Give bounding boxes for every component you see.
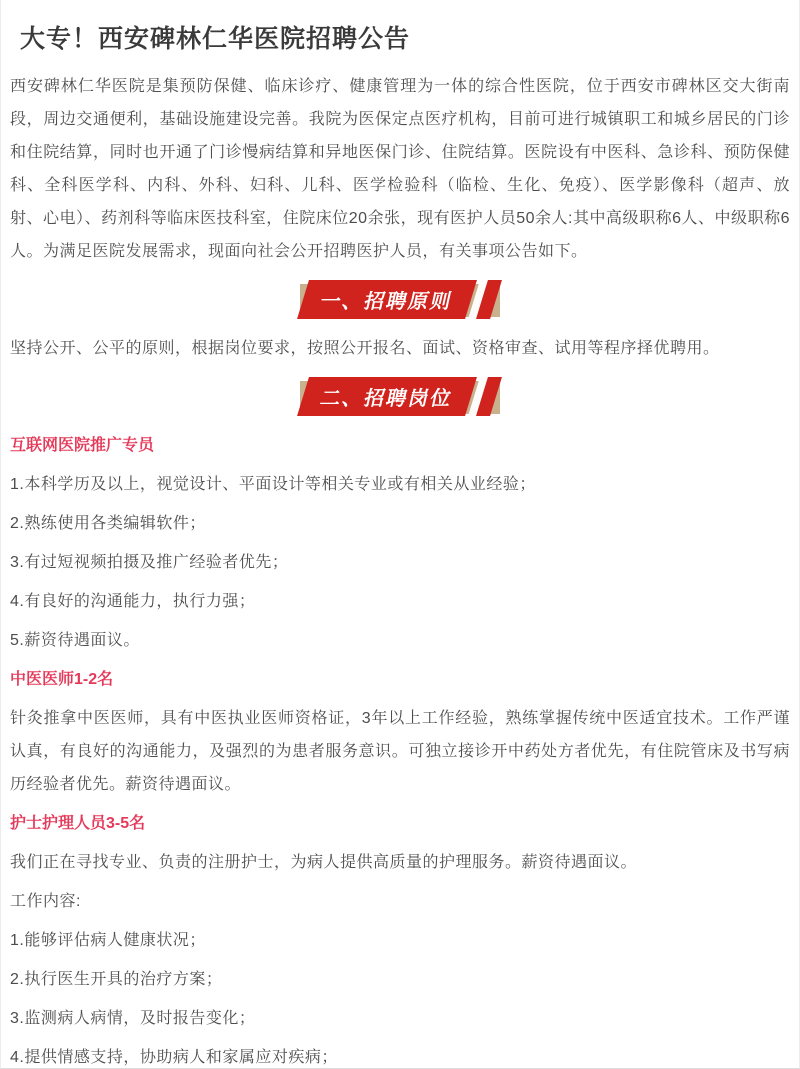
intro-paragraph: 西安碑林仁华医院是集预防保健、临床诊疗、健康管理为一体的综合性医院，位于西安市碑林区交大街南段，周边交通便利，基础设施建设完善。我院为医保定点医疗机构，目前可进行城镇职工和城乡居民的门诊和住院结算，同时也开通了门诊慢病结算和异地医保门诊、住院结算。医院设有中医科、急诊科、预防保健科、全科医学科、内科、外科、妇科、儿科、医学检验科（临检、生化、免疫）、医学影像科（超声、放射、心电）、药剂科等临床医技科室，住院床位20余张，现有医护人员50余人:其中高级职称6人、中级职称6人。为满足医院发展需求，现面向社会公开招聘医护人员，有关事项公告如下。 (10, 78, 790, 260)
position-description: 针灸推拿中医医师，具有中医执业医师资格证，3年以上工作经验，熟练掌握传统中医适宜技术。工作严谨认真，有良好的沟通能力，及强烈的为患者服务意识。可独立接诊开中药处方者优先，有住院管床及书写病历经验者优先。薪资待遇面议。 (10, 710, 790, 793)
requirement-item: 4.有良好的沟通能力，执行力强； (10, 593, 256, 610)
duty-item: 2.执行医生开具的治疗方案； (10, 971, 223, 988)
banner-principle-label: 一、招聘原则 (318, 291, 455, 313)
principle-paragraph: 坚持公开、公平的原则，根据岗位要求，按照公开报名、面试、资格审查、试用等程序择优聘用。 (10, 340, 720, 357)
duty-item: 3.监测病人病情，及时报告变化； (10, 1010, 256, 1027)
requirement-item: 1.本科学历及以上，视觉设计、平面设计等相关专业或有相关从业经验； (10, 476, 536, 493)
position-title-tcm-doctor: 中医医师1-2名 (10, 671, 114, 688)
position-title-promoter: 互联网医院推广专员 (10, 437, 155, 454)
page-title: 大专！西安碑林仁华医院招聘公告 (20, 25, 411, 53)
duty-item: 4.提供情感支持，协助病人和家属应对疾病； (10, 1049, 338, 1066)
position-title-nurse: 护士护理人员3-5名 (10, 815, 146, 832)
banner-ribbon (297, 377, 477, 416)
duties-label: 工作内容: (10, 893, 81, 910)
requirement-item: 5.薪资待遇面议。 (10, 632, 140, 649)
requirement-item: 2.熟练使用各类编辑软件； (10, 515, 206, 532)
position-description: 我们正在寻找专业、负责的注册护士，为病人提供高质量的护理服务。薪资待遇面议。 (10, 854, 638, 871)
section-banner-principle (300, 280, 500, 320)
banner-ribbon (297, 280, 477, 319)
banner-positions-label: 二、招聘岗位 (318, 388, 455, 410)
duty-item: 1.能够评估病人健康状况； (10, 932, 206, 949)
requirement-item: 3.有过短视频拍摄及推广经验者优先； (10, 554, 289, 571)
section-banner-positions (300, 377, 500, 417)
